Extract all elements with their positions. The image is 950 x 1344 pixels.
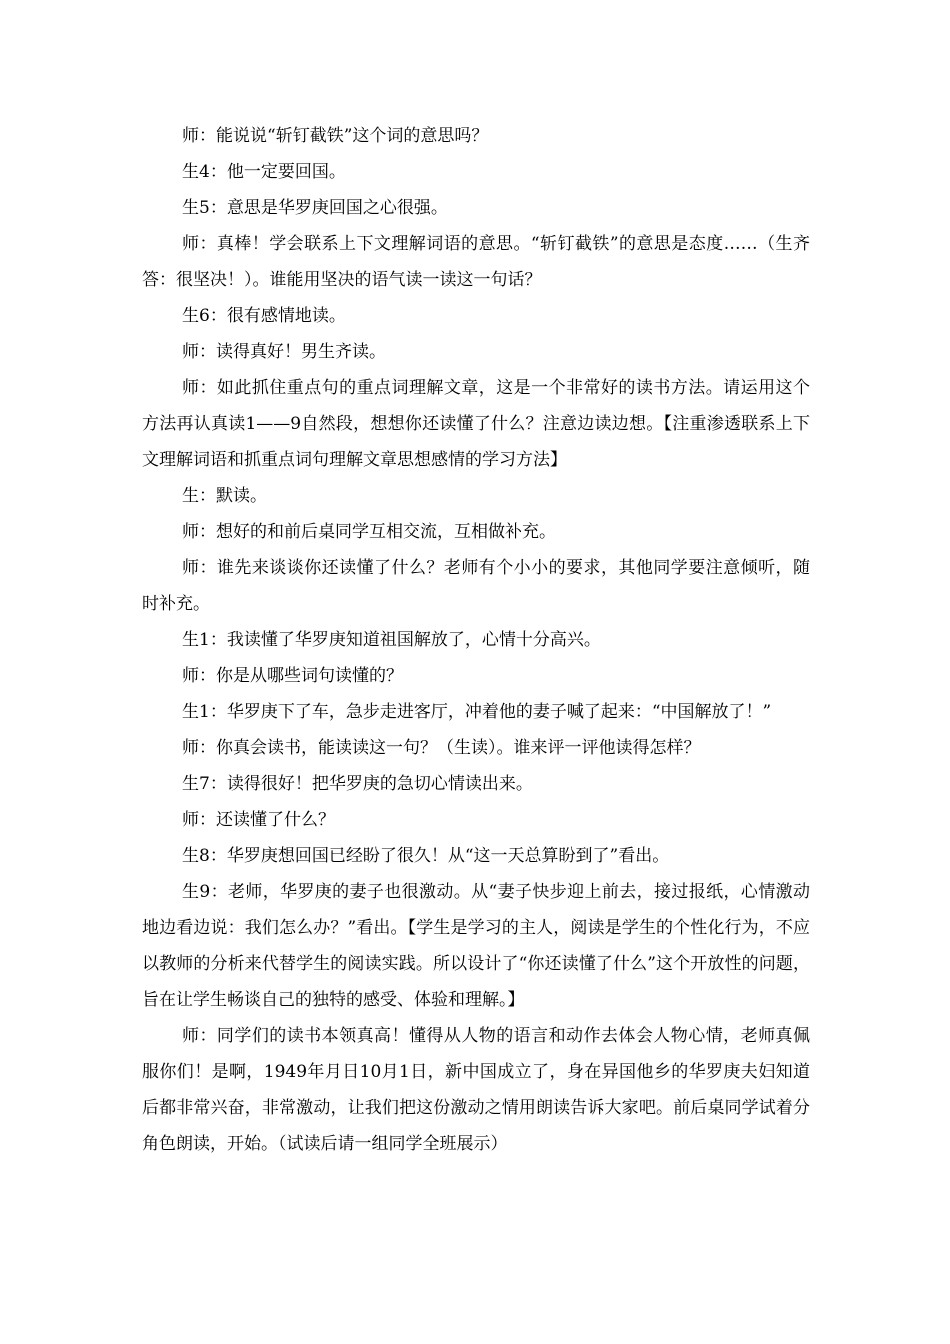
paragraph: 师：能说说“斩钉截铁”这个词的意思吗？ <box>182 126 489 146</box>
paragraph: 师：读得真好！男生齐读。 <box>182 342 386 362</box>
paragraph: 生：默读。 <box>182 486 267 506</box>
paragraph: 师：你是从哪些词句读懂的？ <box>182 666 403 686</box>
paragraph: 生4：他一定要回国。 <box>182 162 346 182</box>
paragraph: 生7：读得很好！把华罗庚的急切心情读出来。 <box>182 774 533 794</box>
paragraph: 师：真棒！学会联系上下文理解词语的意思。“斩钉截铁”的意思是态度……（生齐答：很坚决！）。谁能用坚决的语气读一读这一句话？ <box>142 234 810 290</box>
paragraph: 师：还读懂了什么？ <box>182 810 335 830</box>
paragraph: 师：想好的和前后桌同学互相交流，互相做补充。 <box>182 522 556 542</box>
paragraph: 生5：意思是华罗庚回国之心很强。 <box>182 198 448 218</box>
paragraph: 生6：很有感情地读。 <box>182 306 346 326</box>
paragraph: 生1：我读懂了华罗庚知道祖国解放了，心情十分高兴。 <box>182 630 601 650</box>
document-page <box>142 118 810 1162</box>
paragraph: 生1：华罗庚下了车，急步走进客厅，冲着他的妻子喊了起来：“中国解放了！” <box>182 702 772 722</box>
paragraph: 师：谁先来谈谈你还读懂了什么？老师有个小小的要求，其他同学要注意倾听，随时补充。 <box>142 558 810 614</box>
paragraph: 生9：老师，华罗庚的妻子也很激动。从“妻子快步迎上前去，接过报纸，心情激动地边看边说：我们怎么办？”看出。【学生是学习的主人，阅读是学生的个性化行为，不应以教师的分析来代替学生的阅读实践。所以设计了“你还读懂了什么”这个开放性的问题，旨在让学生畅谈自己的独特的感受、体验和理解。】 <box>142 882 810 1010</box>
paragraph: 师：你真会读书，能读读这一句？（生读）。谁来评一评他读得怎样？ <box>182 738 701 758</box>
paragraph: 师：如此抓住重点句的重点词理解文章，这是一个非常好的读书方法。请运用这个方法再认真读1——9自然段，想想你还读懂了什么？注意边读边想。【注重渗透联系上下文理解词语和抓重点词句理解文章思想感情的学习方法】 <box>142 378 810 470</box>
paragraph: 生8：华罗庚想回国已经盼了很久！从“这一天总算盼到了”看出。 <box>182 846 670 866</box>
paragraph: 师：同学们的读书本领真高！懂得从人物的语言和动作去体会人物心情，老师真佩服你们！是啊，1949年月日10月1日，新中国成立了，身在异国他乡的华罗庚夫妇知道后都非常兴奋，非常激动，让我们把这份激动之情用朗读告诉大家吧。前后桌同学试着分角色朗读，开始。（试读后请一组同学全班展示） <box>142 1026 810 1154</box>
